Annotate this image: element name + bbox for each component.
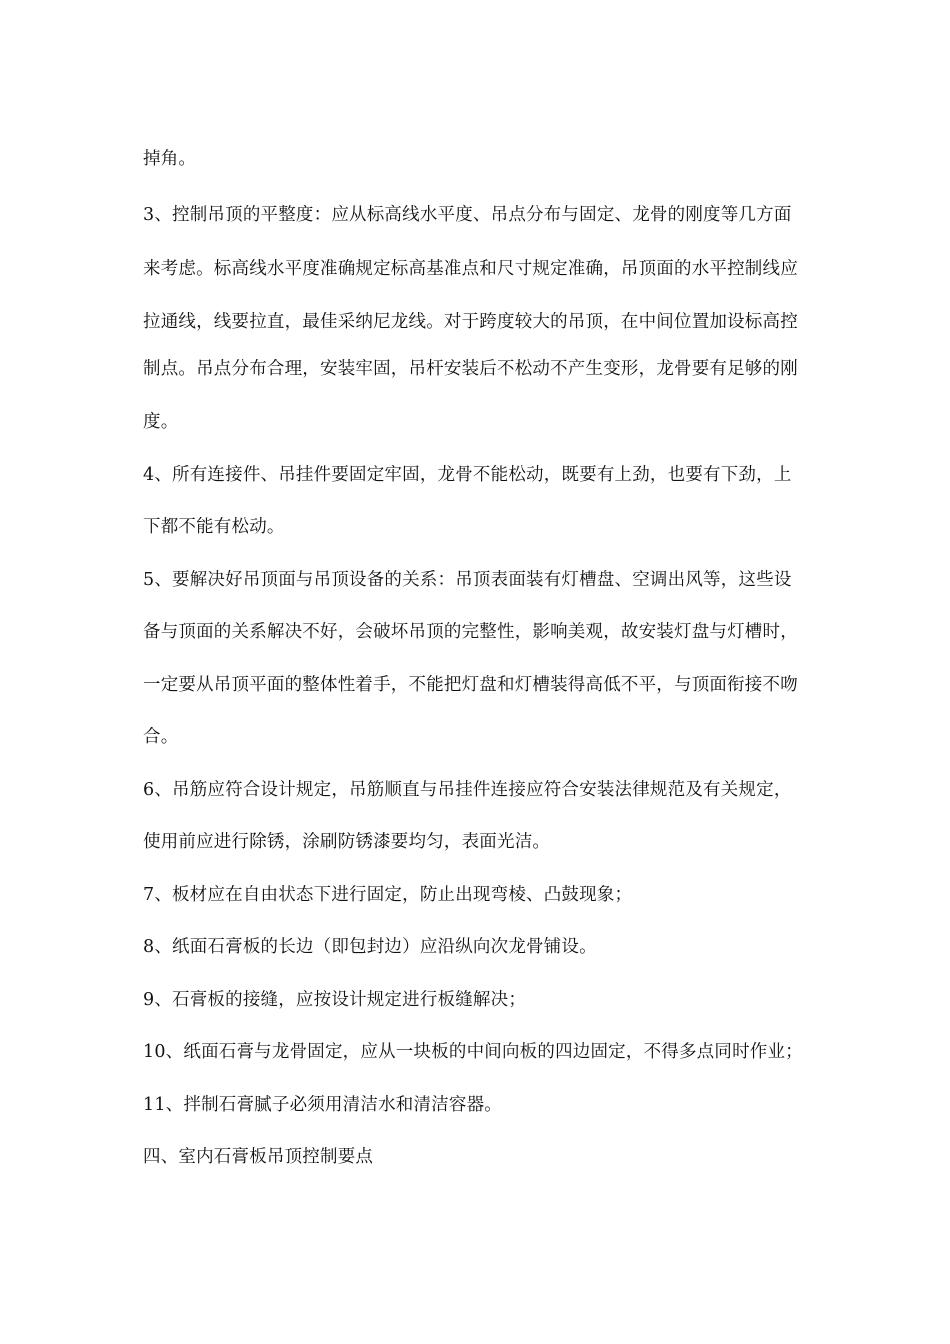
text-line: 3、控制吊顶的平整度：应从标高线水平度、吊点分布与固定、龙骨的刚度等几方面: [143, 205, 792, 225]
text-line: 使用前应进行除锈，涂刷防锈漆要均匀，表面光洁。: [143, 832, 551, 852]
text-line: 8、纸面石膏板的长边（即包封边）应沿纵向次龙骨铺设。: [143, 937, 597, 957]
text-line: 拉通线，线要拉直，最佳采纳尼龙线。对于跨度较大的吊顶，在中间位置加设标高控: [143, 312, 798, 332]
text-line: 制点。吊点分布合理，安装牢固，吊杆安装后不松动不产生变形，龙骨要有足够的刚: [143, 359, 798, 379]
text-line: 一定要从吊顶平面的整体性着手，不能把灯盘和灯槽装得高低不平，与顶面衔接不吻: [143, 675, 798, 695]
text-line: 11、拌制石膏腻子必须用清洁水和清洁容器。: [143, 1095, 502, 1115]
text-line: 9、石膏板的接缝，应按设计规定进行板缝解决；: [143, 990, 527, 1010]
text-line: 6、吊筋应符合设计规定，吊筋顺直与吊挂件连接应符合安装法律规范及有关规定，: [143, 780, 792, 800]
text-line: 合。: [143, 727, 179, 747]
text-line: 度。: [143, 412, 179, 432]
text-line: 5、要解决好吊顶面与吊顶设备的关系：吊顶表面装有灯槽盘、空调出风等，这些设: [143, 570, 792, 590]
text-line: 下都不能有松动。: [143, 517, 285, 537]
text-line: 来考虑。标高线水平度准确规定标高基准点和尺寸规定准确，吊顶面的水平控制线应: [143, 259, 798, 279]
section-heading: 四、室内石膏板吊顶控制要点: [143, 1147, 374, 1167]
text-line: 7、板材应在自由状态下进行固定，防止出现弯棱、凸鼓现象；: [143, 885, 633, 905]
text-line: 10、纸面石膏与龙骨固定，应从一块板的中间向板的四边固定，不得多点同时作业；: [143, 1042, 803, 1062]
text-line: 4、所有连接件、吊挂件要固定牢固，龙骨不能松动，既要有上劲，也要有下劲，上: [143, 465, 792, 485]
text-line: 掉角。: [143, 149, 197, 169]
text-line: 备与顶面的关系解决不好，会破坏吊顶的完整性，影响美观，故安装灯盘与灯槽时，: [143, 622, 798, 642]
